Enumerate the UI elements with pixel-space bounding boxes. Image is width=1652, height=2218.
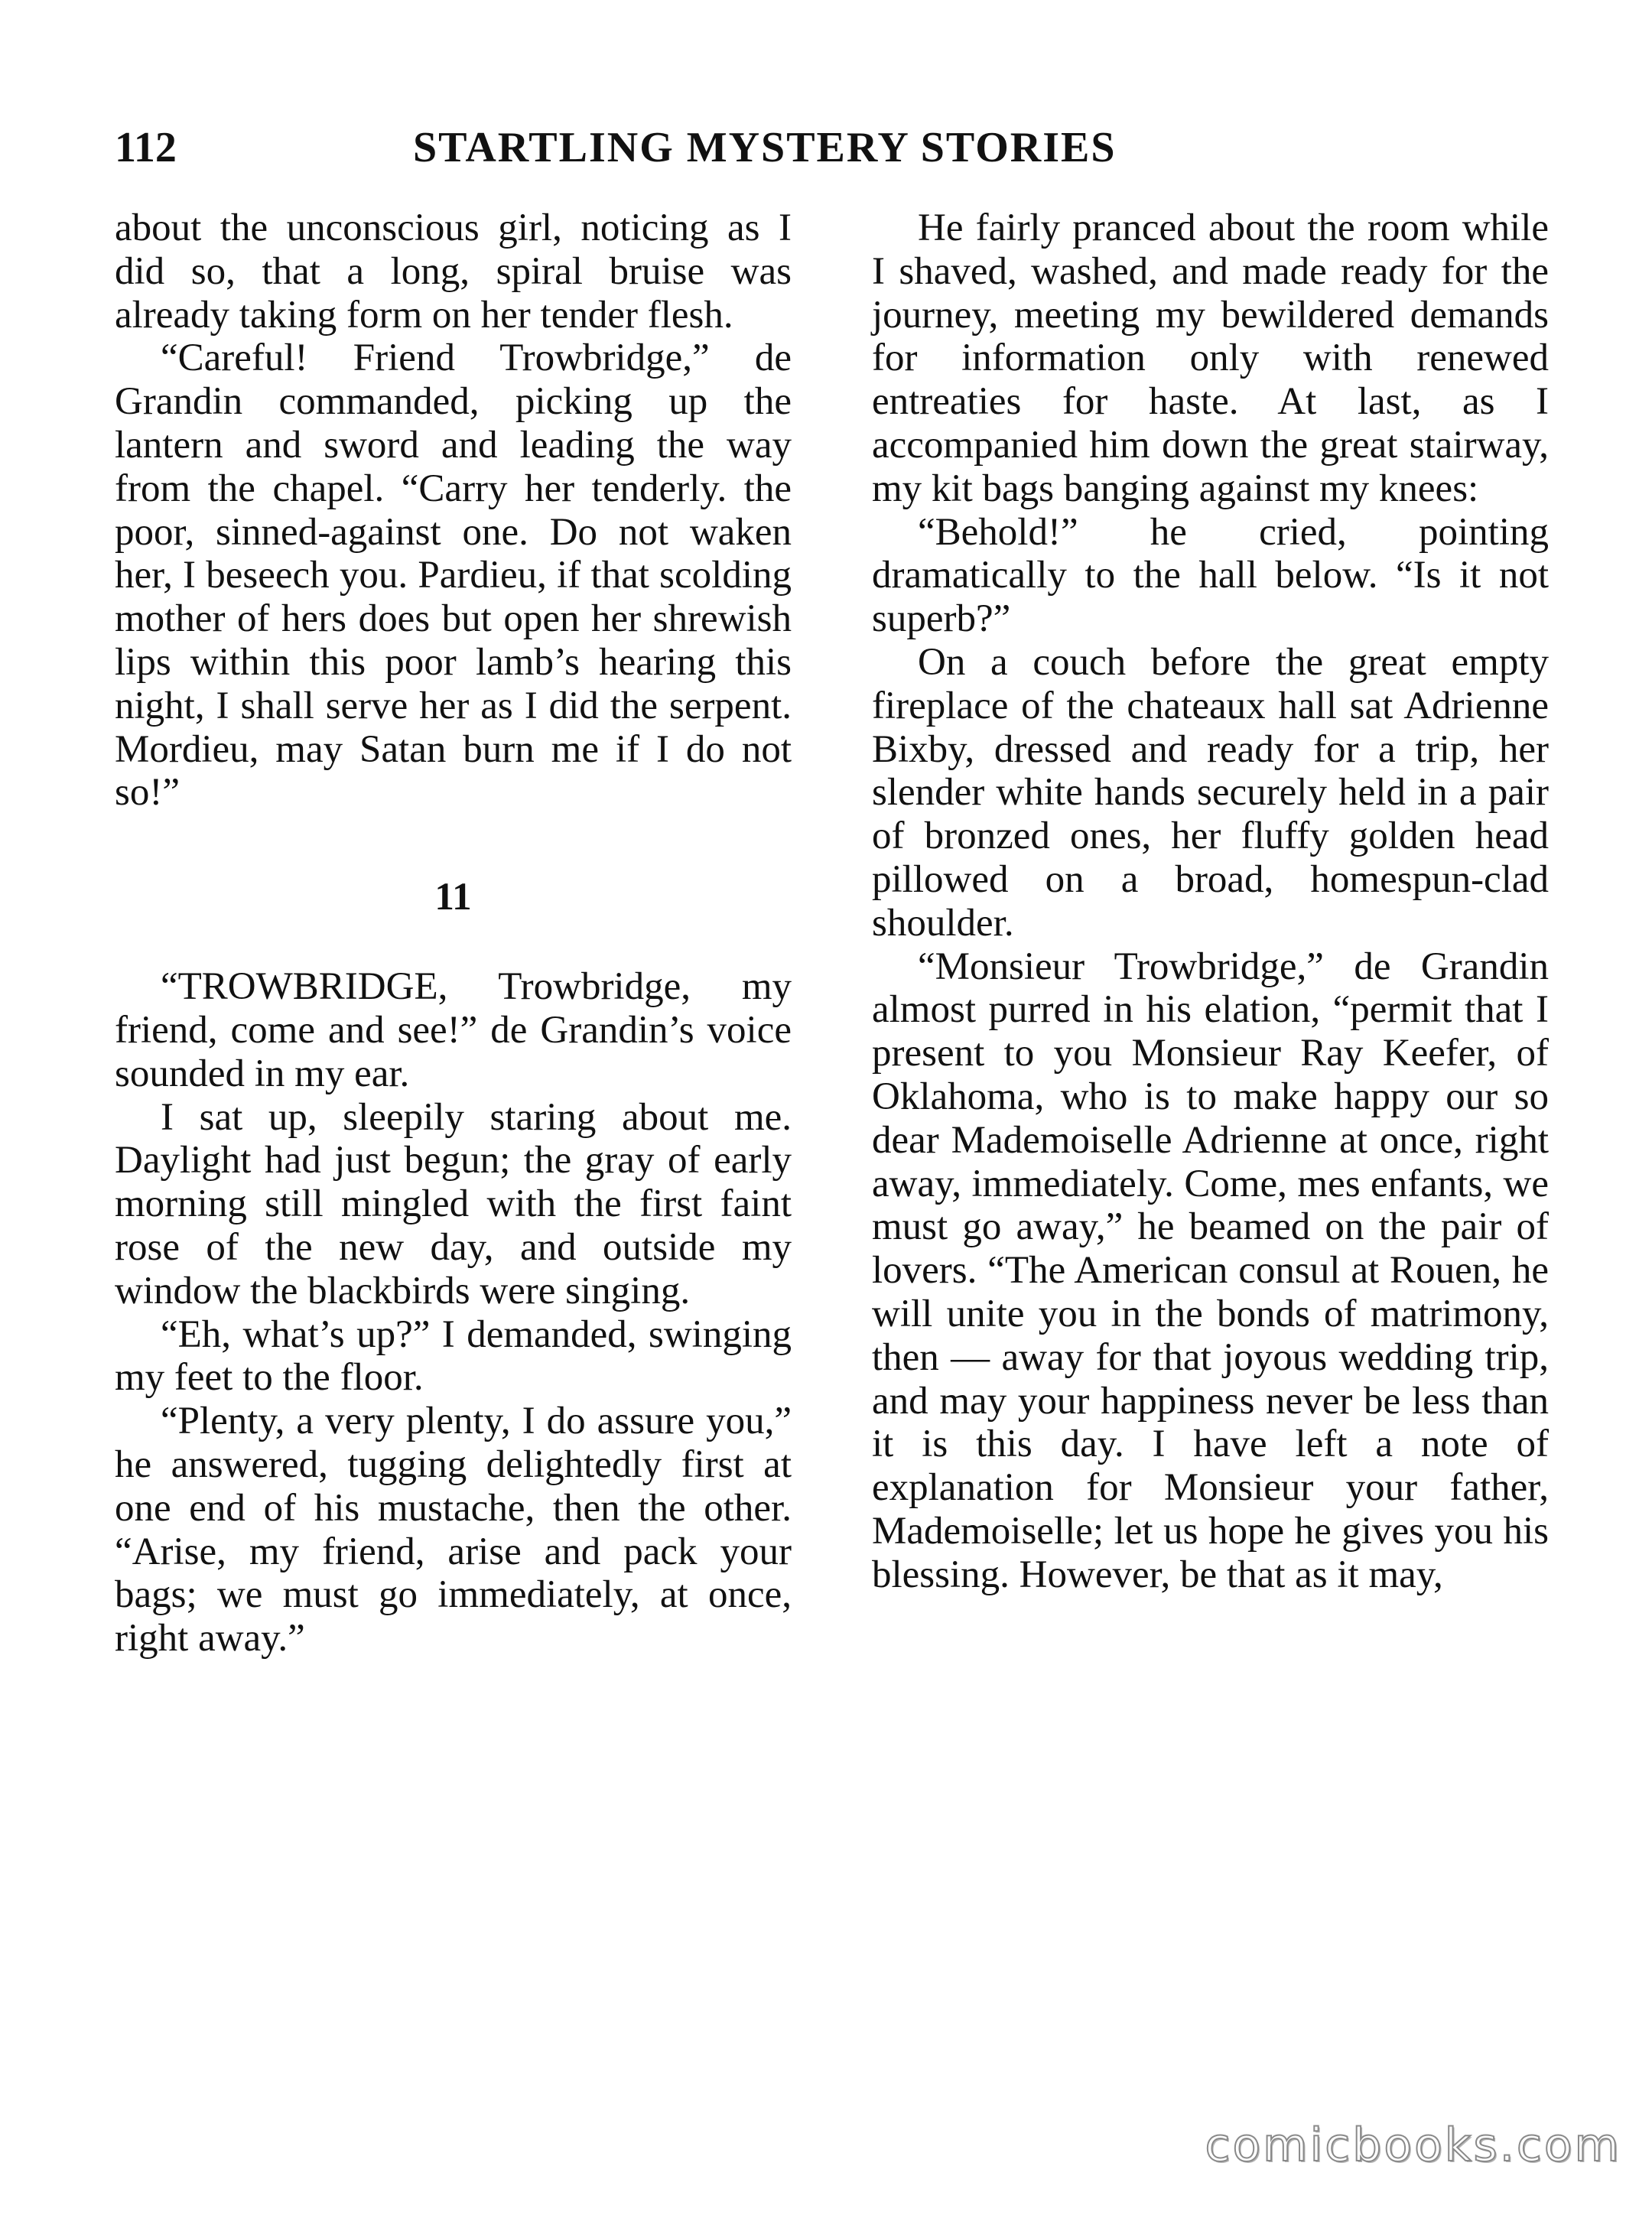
paragraph: “Eh, what’s up?” I demanded, swinging my feet to the floor. bbox=[115, 1312, 792, 1400]
paragraph: I sat up, sleepily staring about me. Daylight had just begun; the gray of early morning still mingled with the first faint rose of the new day, and outside my window the blackbirds were singing. bbox=[115, 1095, 792, 1312]
paragraph: “TROWBRIDGE, Trowbridge, my friend, come and see!” de Grandin’s voice sounded in my ear. bbox=[115, 965, 792, 1095]
paragraph: “Careful! Friend Trowbridge,” de Grandin commanded, picking up the lantern and sword and leading the way from the chapel. “Carry her tenderly. the poor, sinned-against one. Do not waken her, I beseech you. Pardieu, if that scolding mother of hers does but open her shrewish lips within this poor lamb’s hearing this night, I shall serve her as I did the serpent. Mordieu, may Satan burn me if I do not so!” bbox=[115, 337, 792, 815]
chapter-number: 11 bbox=[434, 876, 472, 919]
page-header bbox=[115, 121, 1537, 174]
site-watermark: comicbooks.com bbox=[1205, 2119, 1621, 2172]
paragraph: On a couch before the great empty fireplace of the chateaux hall sat Adrienne Bixby, dressed and ready for a trip, her slender white hands securely held in a pair of bronzed ones, her fluffy golden head pillowed on a broad, homespun-clad shoulder. bbox=[872, 640, 1549, 945]
paragraph: about the unconscious girl, noticing as I did so, that a long, spiral bruise was already taking form on her tender flesh. bbox=[115, 207, 792, 337]
paragraph: “Plenty, a very plenty, I do assure you,” he answered, tugging delightedly first at one end of his mustache, then the other. “Arise, my friend, arise and pack your bags; we must go immediately, at once, right away.” bbox=[115, 1400, 792, 1660]
paragraph: He fairly pranced about the room while I shaved, washed, and made ready for the journey, meeting my bewildered demands for information only with renewed entreaties for haste. At last, as I accompanied him down the great stairway, my kit bags banging against my knees: bbox=[872, 207, 1549, 510]
paragraph: “Behold!” he cried, pointing dramatically to the hall below. “Is it not superb?” bbox=[872, 510, 1549, 641]
left-column bbox=[115, 207, 792, 1660]
page-number: 112 bbox=[115, 124, 177, 171]
magazine-title: STARTLING MYSTERY STORIES bbox=[413, 124, 1117, 171]
right-column bbox=[872, 207, 1549, 1597]
paragraph: “Monsieur Trowbridge,” de Grandin almost purred in his elation, “permit that I present to you Monsieur Ray Keefer, of Oklahoma, who is to make happy our so dear Mademoiselle Adrienne at once, right away, immediately. Come, mes enfants, we must go away,” he beamed on the pair of lovers. “The American consul at Rouen, he will unite you in the bonds of matrimony, then — away for that joyous wedding trip, and may your happiness never be less than it is this day. I have left a note of explanation for Monsieur your father, Mademoiselle; let us hope he gives you his blessing. However, be that as it may, bbox=[872, 945, 1549, 1596]
